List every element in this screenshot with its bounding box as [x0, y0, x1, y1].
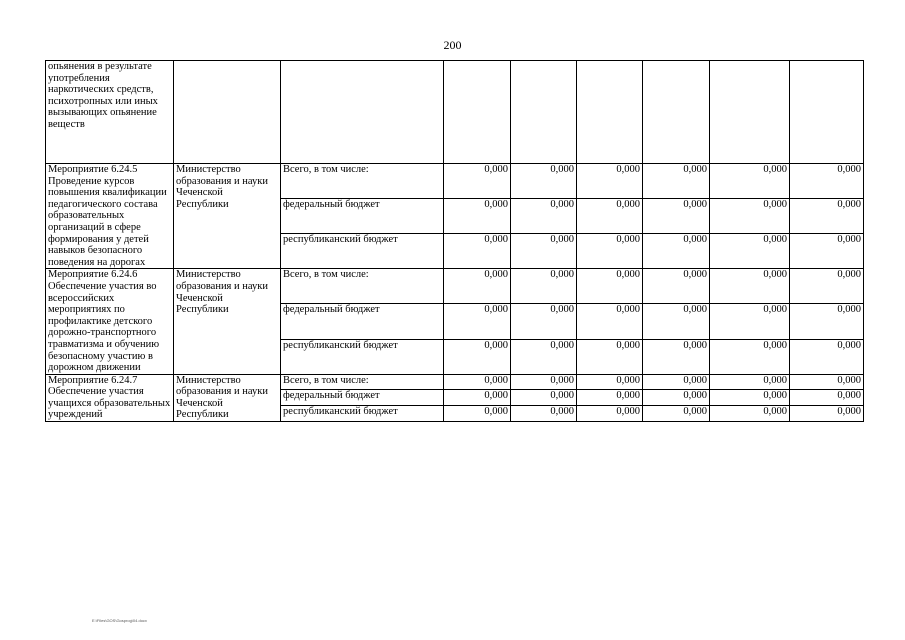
measure-title-cell: Мероприятие 6.24.6 Обеспечение участия во всероссийских мероприятиях по профилактике детского дорожно-транспортного травматизма и обучению безопасному участию в дорожном движении [46, 269, 174, 374]
value-cell: 0,000 [643, 406, 710, 422]
value-cell: 0,000 [710, 390, 790, 406]
value-cell: 0,000 [577, 234, 643, 269]
value-cell: 0,000 [790, 164, 864, 199]
value-cell: 0,000 [790, 304, 864, 339]
value-cell [710, 61, 790, 164]
value-cell: 0,000 [643, 304, 710, 339]
value-cell: 0,000 [643, 390, 710, 406]
value-cell: 0,000 [444, 390, 511, 406]
value-cell: 0,000 [577, 390, 643, 406]
value-cell: 0,000 [577, 269, 643, 304]
value-cell: 0,000 [444, 374, 511, 390]
value-cell: 0,000 [444, 339, 511, 374]
source-cell: федеральный бюджет [281, 390, 444, 406]
value-cell: 0,000 [511, 304, 577, 339]
table-row [46, 269, 864, 304]
value-cell: 0,000 [444, 234, 511, 269]
source-cell: республиканский бюджет [281, 406, 444, 422]
source-cell: федеральный бюджет [281, 199, 444, 234]
source-cell: Всего, в том числе: [281, 374, 444, 390]
value-cell: 0,000 [511, 234, 577, 269]
value-cell: 0,000 [643, 199, 710, 234]
value-cell [444, 61, 511, 164]
source-cell: Всего, в том числе: [281, 269, 444, 304]
executor-cell: Министерство образования и науки Чеченской Республики [174, 164, 281, 269]
value-cell: 0,000 [643, 374, 710, 390]
value-cell [511, 61, 577, 164]
value-cell: 0,000 [790, 339, 864, 374]
budget-table [45, 60, 864, 422]
value-cell: 0,000 [790, 374, 864, 390]
value-cell: 0,000 [444, 269, 511, 304]
value-cell: 0,000 [710, 164, 790, 199]
value-cell: 0,000 [511, 164, 577, 199]
source-cell: республиканский бюджет [281, 339, 444, 374]
value-cell: 0,000 [790, 406, 864, 422]
table-row [46, 374, 864, 390]
value-cell: 0,000 [790, 390, 864, 406]
value-cell: 0,000 [790, 199, 864, 234]
value-cell [643, 61, 710, 164]
value-cell: 0,000 [710, 304, 790, 339]
value-cell: 0,000 [444, 406, 511, 422]
value-cell: 0,000 [577, 339, 643, 374]
executor-cell: Министерство образования и науки Чеченской Республики [174, 269, 281, 374]
table-row [46, 164, 864, 199]
value-cell: 0,000 [511, 374, 577, 390]
value-cell [790, 61, 864, 164]
source-cell [281, 61, 444, 164]
measure-title-cell: Мероприятие 6.24.7 Обеспечение участия учащихся образовательных учреждений [46, 374, 174, 421]
value-cell: 0,000 [710, 406, 790, 422]
value-cell: 0,000 [643, 164, 710, 199]
value-cell: 0,000 [790, 234, 864, 269]
table-row-continuation [46, 61, 864, 164]
page-number: 200 [443, 38, 462, 52]
executor-cell: Министерство образования и науки Чеченской Республики [174, 374, 281, 421]
value-cell: 0,000 [710, 234, 790, 269]
source-cell: Всего, в том числе: [281, 164, 444, 199]
value-cell: 0,000 [444, 164, 511, 199]
file-path-note: Е:\Files\GOS\Gosprog\04.docx [92, 618, 147, 623]
measure-title-cell: опьянения в результате употребления наркотических средств, психотропных или иных вызывающих опьянение веществ [46, 61, 174, 164]
value-cell: 0,000 [511, 199, 577, 234]
executor-cell [174, 61, 281, 164]
source-cell: федеральный бюджет [281, 304, 444, 339]
value-cell: 0,000 [577, 164, 643, 199]
value-cell: 0,000 [710, 199, 790, 234]
value-cell: 0,000 [643, 339, 710, 374]
value-cell: 0,000 [511, 269, 577, 304]
value-cell [577, 61, 643, 164]
value-cell: 0,000 [710, 269, 790, 304]
value-cell: 0,000 [577, 304, 643, 339]
value-cell: 0,000 [710, 339, 790, 374]
source-cell: республиканский бюджет [281, 234, 444, 269]
value-cell: 0,000 [511, 390, 577, 406]
value-cell: 0,000 [511, 406, 577, 422]
value-cell: 0,000 [643, 234, 710, 269]
value-cell: 0,000 [444, 304, 511, 339]
value-cell: 0,000 [577, 199, 643, 234]
value-cell: 0,000 [444, 199, 511, 234]
value-cell: 0,000 [710, 374, 790, 390]
value-cell: 0,000 [577, 374, 643, 390]
value-cell: 0,000 [511, 339, 577, 374]
measure-title-cell: Мероприятие 6.24.5 Проведение курсов повышения квалификации педагогического состава образовательных организаций в сфере формирования у детей навыков безопасного поведения на дорогах [46, 164, 174, 269]
value-cell: 0,000 [577, 406, 643, 422]
value-cell: 0,000 [790, 269, 864, 304]
value-cell: 0,000 [643, 269, 710, 304]
